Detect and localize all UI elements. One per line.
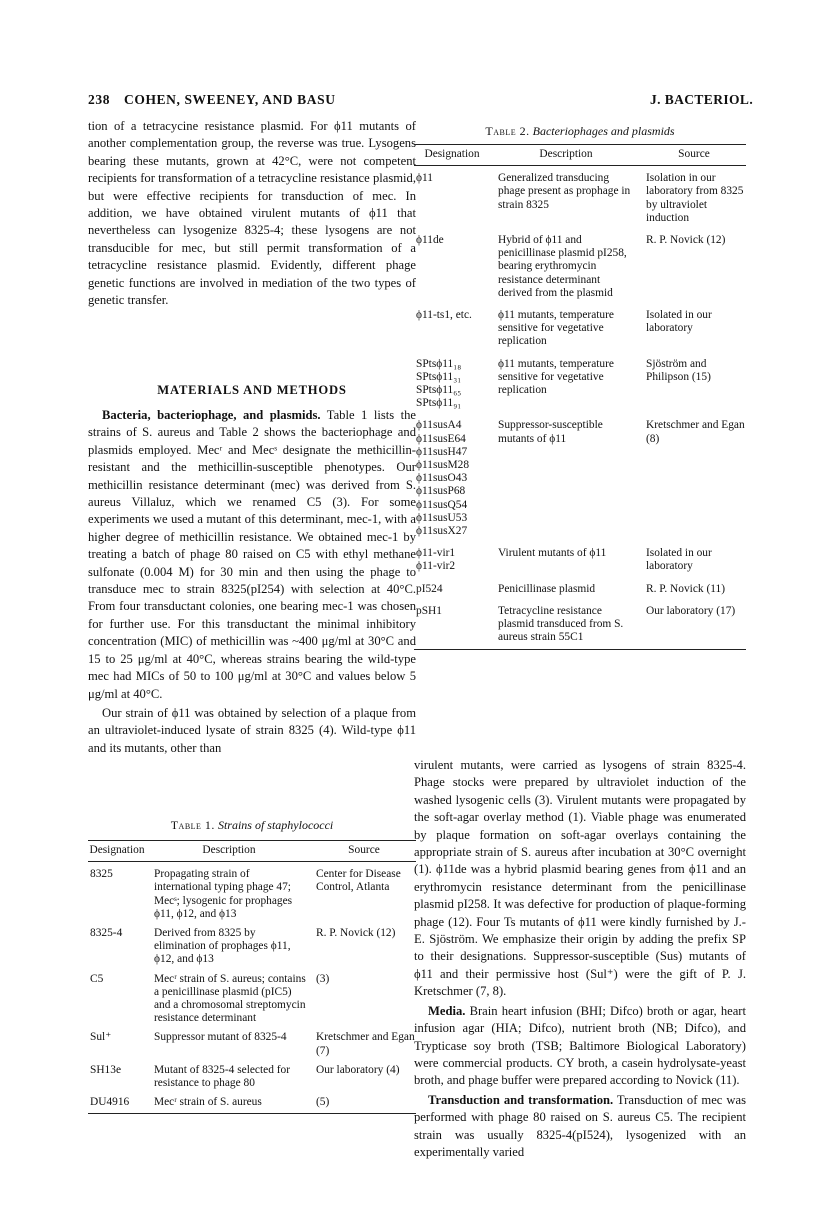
description-cell: Mutant of 8325-4 selected for resistance to phage 80 — [154, 1063, 291, 1090]
table-row — [414, 225, 746, 300]
designation-cell: C5 — [90, 972, 104, 985]
table1-header-source: Source — [348, 844, 380, 856]
description-cell: ϕ11 mutants, temperature sensitive for vegetative replication — [498, 309, 614, 348]
paragraph: virulent mutants, were carried as lysogens of strain 8325-4. Phage stocks were prepared by ultraviolet induction of the washed lysogenic cells (3). Virulent mutants were propagated by the soft-agar overlay method (1). Viable phage was enumerated by plaque formation on soft-agar overlays containing the appropriate strain of S. aureus after incubation at 30°C overnight (1). ϕ11de was a hybrid plasmid bearing genes from ϕ11 and an erythromycin resistance determinant from the penicillinase plasmid pI258. It was defective for production of plaque-forming phage (12). Four Ts mutants of ϕ11 were kindly furnished by J.-E. Sjöström. We emphasize their origin by adding the prefix SP to their designations. Suppressor-susceptible (Sus) mutants of ϕ11 and their permissive host (Sul⁺) were the gift of P. J. Kretschmer (7, 8). — [414, 758, 746, 999]
paragraph — [414, 1003, 746, 1090]
designation-cell: ϕ11-vir1 ϕ11-vir2 — [416, 547, 456, 573]
source-cell: Isolated in our laboratory — [646, 547, 712, 573]
source-cell: Kretschmer and Egan (7) — [316, 1031, 415, 1057]
description-cell: Hybrid of ϕ11 and penicillinase plasmid pI258, bearing erythromycin resistance determinant derived from the plasmid — [498, 234, 627, 299]
table2-header-source: Source — [678, 148, 710, 160]
designation-cell: ϕ11susA4 ϕ11susE64 ϕ11susH47 ϕ11susM28 ϕ11susO43 ϕ11susP68 ϕ11susQ54 ϕ11susU53 ϕ11susX27 — [416, 419, 470, 538]
designation-cell: pSH1 — [416, 604, 442, 617]
table-row — [88, 921, 416, 967]
paragraph — [414, 1092, 746, 1162]
source-cell: Kretschmer and Egan (8) — [646, 419, 745, 445]
designation-cell: ϕ11-ts1, etc. — [416, 309, 472, 322]
table-row — [88, 862, 416, 921]
table-row — [414, 596, 746, 649]
left-column-methods — [88, 407, 416, 757]
designation-cell: 8325-4 — [90, 927, 123, 940]
left-column-top — [88, 118, 416, 309]
table1-header-description: Description — [202, 844, 256, 856]
paragraph: Our strain of ϕ11 was obtained by selection of a plaque from an ultraviolet-induced lysate of strain 8325 (4). Wild-type ϕ11 and its mutants, other than — [88, 705, 416, 755]
table2-caption — [414, 124, 746, 139]
table1-title: Strains of staphylococci — [217, 818, 334, 832]
runin-heading: Media. — [428, 1003, 466, 1018]
paragraph: tion of a tetracycine resistance plasmid. For ϕ11 mutants of another complementation group, the reverse was true. Lysogens bearing these mutants, grown at 42°C, were not competent recipients for transformation of a tetracycline resistance plasmid, but were effective recipients for transduction of mec. In addition, we have obtained virulent mutants of ϕ11 that nevertheless can lysogenize 8325-4; these lysogens are not transducible for mec, but still permit transformation of a tetracycline resistance plasmid. Evidently, different phage genetic functions are involved in mediation of the two types of genetic transfer. — [88, 119, 416, 308]
source-cell: R. P. Novick (11) — [646, 582, 725, 595]
designation-cell: SH13e — [90, 1063, 122, 1076]
running-authors: COHEN, SWEENEY, AND BASU — [124, 92, 336, 107]
description-cell: Propagating strain of international typing phage 47; Mecˢ; lysogenic for prophages ϕ11, ϕ12, and ϕ13 — [154, 868, 293, 920]
paragraph-text: Table 1 lists the strains of S. aureus and Table 2 shows the bacteriophage and plasmids employed. Mecʳ and Mecˢ designate the methicillin-resistant and the methicillin-susceptible phenotypes. Our methicillin resistance determinant (mec) was derived from S. aureus Villaluz, which we renamed C5 (3). For some experiments we used a mutant of this determinant, mec-1, with a higher degree of methicillin resistance. We obtained mec-1 by treating a batch of phage 80 raised on C5 with ethyl methane sulfonate (0.004 M) for 30 min and then using the phage to transduce mec to strain 8325(pI254) with selection at 40°C. From four transductant colonies, one bearing mec-1 was chosen for further use. For this transductant the minimal inhibitory concentration (MIC) of methicillin was ~400 μg/ml at 30°C and 15 to 25 μg/ml at 40°C, whereas strains bearing the wild-type mec had MICs of 50 to 100 μg/ml at 30°C and values below 5 μg/ml at 40°C. — [88, 408, 416, 701]
table2-title: Bacteriophages and plasmids — [532, 124, 675, 138]
table1-container — [88, 840, 416, 1114]
page-number: 238 — [88, 92, 111, 107]
table-row — [88, 967, 416, 1026]
journal-name: J. BACTERIOL. — [650, 92, 754, 107]
table-row — [414, 410, 746, 538]
source-cell: Our laboratory (17) — [646, 604, 736, 617]
table-row — [88, 1058, 416, 1090]
designation-cell: ϕ11de — [416, 234, 444, 247]
section-heading: MATERIALS AND METHODS — [157, 383, 347, 397]
source-cell: (3) — [316, 972, 330, 985]
source-cell: R. P. Novick (12) — [646, 234, 726, 247]
source-cell: Isolation in our laboratory from 8325 by ultraviolet induction — [646, 172, 744, 224]
designation-cell: DU4916 — [90, 1096, 130, 1109]
paragraph — [88, 407, 416, 703]
table1 — [88, 840, 416, 1114]
table2-label: Table 2. — [485, 124, 530, 138]
table2-header-designation: Designation — [424, 148, 480, 160]
description-cell: Suppressor mutant of 8325-4 — [154, 1031, 287, 1044]
description-cell: Generalized transducing phage present as prophage in strain 8325 — [498, 172, 631, 211]
source-cell: Sjöström and Philipson (15) — [646, 357, 711, 383]
source-cell: Our laboratory (4) — [316, 1063, 400, 1076]
table2-header-description: Description — [539, 148, 593, 160]
designation-cell: Sul⁺ — [90, 1031, 112, 1044]
description-cell: Mecʳ strain of S. aureus; contains a penicillinase plasmid (pIC5) and a chromosomal streptomycin resistance determinant — [154, 972, 306, 1025]
table2-container — [414, 144, 746, 650]
right-column-text — [414, 757, 746, 1161]
table-row — [414, 300, 746, 349]
designation-cell: 8325 — [90, 868, 113, 881]
description-cell: Mecʳ strain of S. aureus — [154, 1096, 262, 1109]
table2 — [414, 144, 746, 650]
source-cell: Isolated in our laboratory — [646, 309, 712, 335]
description-cell: ϕ11 mutants, temperature sensitive for vegetative replication — [498, 357, 614, 397]
table-row — [414, 538, 746, 573]
designation-cell: pI524 — [416, 582, 443, 595]
table1-caption — [88, 818, 416, 833]
paragraph-text: Brain heart infusion (BHI; Difco) broth or agar, heart infusion agar (HIA; Difco), nutrient broth (NB; Difco), and Trypticase soy broth (TSB; Baltimore Biological Laboratory) were commercial products. CY broth, a casein hydrolysate-yeast broth, and phage buffer were prepared according to Novick (11). — [414, 1003, 746, 1088]
table1-header-designation: Designation — [89, 844, 145, 856]
table-row — [88, 1025, 416, 1057]
table-row — [414, 166, 746, 225]
table-row — [88, 1090, 416, 1114]
description-cell: Penicillinase plasmid — [498, 582, 596, 595]
description-cell: Suppressor-susceptible mutants of ϕ11 — [498, 419, 603, 445]
source-cell: Center for Disease Control, Atlanta — [316, 868, 401, 894]
source-cell: R. P. Novick (12) — [316, 927, 396, 940]
source-cell: (5) — [316, 1096, 330, 1109]
designation-cell: SPtsϕ11₁₈ SPtsϕ11₃₁ SPtsϕ11₆₅ SPtsϕ11₉₁ — [416, 357, 462, 410]
description-cell: Virulent mutants of ϕ11 — [498, 547, 607, 560]
designation-cell: ϕ11 — [416, 172, 433, 185]
table-row — [414, 574, 746, 596]
paragraph-text: Transduction of mec was performed with phage 80 raised on S. aureus C5. The recipient strain was usually 8325-4(pI524), lysogenized with an experimentally varied — [414, 1092, 746, 1159]
table-row — [414, 349, 746, 411]
table1-label: Table 1. — [170, 818, 215, 832]
runin-heading: Transduction and transformation. — [428, 1092, 614, 1107]
description-cell: Tetracycline resistance plasmid transduced from S. aureus strain 55C1 — [498, 604, 624, 644]
description-cell: Derived from 8325 by elimination of prophages ϕ11, ϕ12, and ϕ13 — [154, 927, 291, 966]
runin-heading: Bacteria, bacteriophage, and plasmids. — [102, 408, 321, 422]
